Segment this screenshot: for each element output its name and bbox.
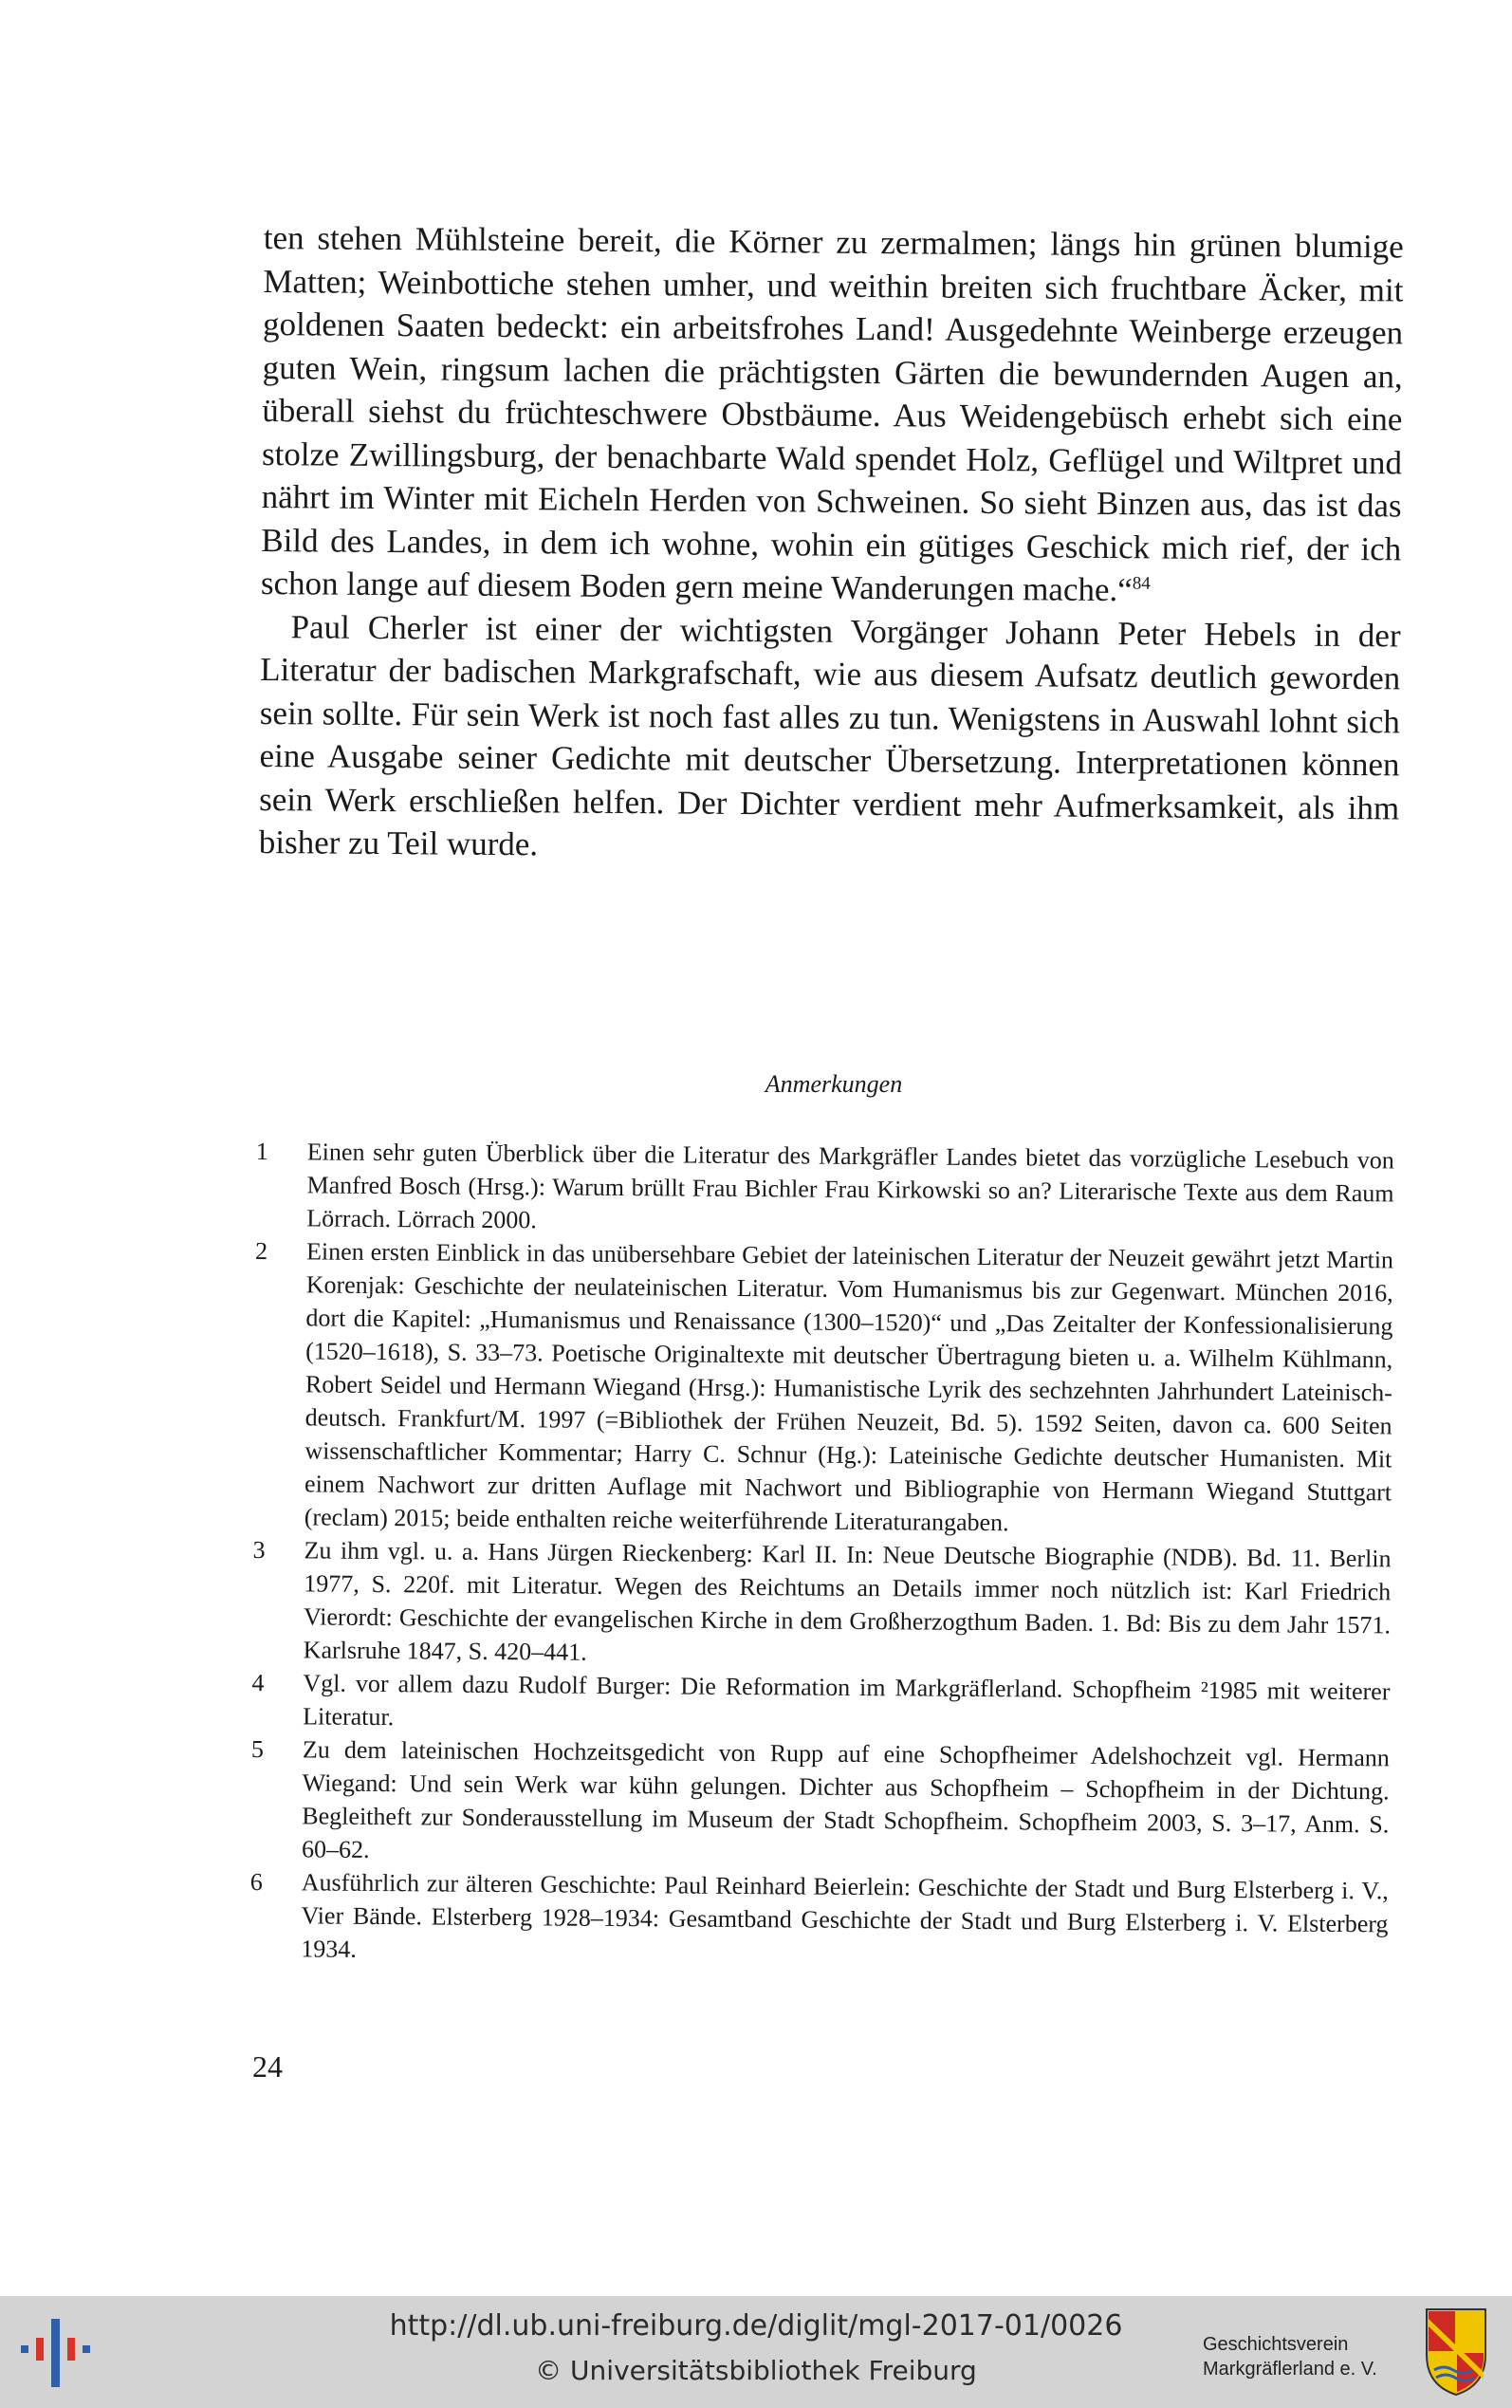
note-text: Zu dem lateinischen Hochzeitsgedicht von Rupp auf eine Schopfheimer Adelshochzeit vgl. Hermann Wiegand: Und sein Werk war kühn gelungen. Dichter aus Schopfheim – Schopfheim in der Dichtung. Begleitheft zur Sonderausstellung im Museum der Stadt Schopfheim. Schopfheim 2003, S. 3–17, Anm. S. 60–62. [301, 1735, 1390, 1863]
note-number: 4 [251, 1668, 265, 1697]
footer-society-name [1203, 2332, 1392, 2381]
footer-bar [0, 2296, 1512, 2408]
note-number: 5 [250, 1734, 265, 1764]
note-1 [255, 1135, 1394, 1243]
note-5 [250, 1732, 1390, 1874]
paragraph-2: Paul Cherler ist einer der wichtigsten Vorgänger Johann Peter Hebels in der Literatur der badischen Markgrafschaft, wie aus diesem Aufsatz deutlich geworden sein sollte. Für sein Werk ist noch fast alles zu tun. Wenigstens in Auswahl lohnt sich eine Ausgabe seiner Gedichte mit deutscher Übersetzung. Interpretationen können sein Werk erschließen helfen. Der Dichter verdient mehr Aufmerksamkeit, als ihm bisher zu Teil wurde. [258, 607, 1401, 863]
society-line-1: Geschichtsverein [1203, 2334, 1349, 2355]
footnote-ref-84[interactable]: 84 [1132, 573, 1151, 594]
note-number: 2 [254, 1236, 268, 1266]
note-4 [251, 1666, 1391, 1741]
note-2 [253, 1234, 1393, 1542]
note-text: Einen sehr guten Überblick über die Literatur des Markgräfler Landes bietet das vorzügliche Lesebuch von Manfred Bosch (Hrsg.): Warum brüllt Frau Bichler Frau Kirkowski so an? Literarische Texte aus dem Raum Lörrach. Lörrach 2000. [306, 1138, 1394, 1234]
footer-url-link[interactable]: http://dl.ub.uni-freiburg.de/diglit/mgl-2017-01/0026 [389, 2309, 1123, 2343]
note-text: Ausführlich zur älteren Geschichte: Paul Reinhard Beierlein: Geschichte der Stadt und Burg Elsterberg i. V., Vier Bände. Elsterberg 1928–1934: Gesamtband Geschichte der Stadt und Burg Elsterberg i. V. Elsterberg 1934. [301, 1868, 1389, 1963]
note-text: Einen ersten Einblick in das unübersehbare Gebiet der lateinischen Literatur der Neuzeit gewährt jetzt Martin Korenjak: Geschichte der neulateinischen Literatur. Vom Humanismus bis zur Gegenwart. München 2016, dort die Kapitel: „Humanismus und Renaissance (1300–1520)“ und „Das Zeitalter der Konfessionalisierung (1520–1618), S. 33–73. Poetische Originaltexte mit deutscher Übertragung bieten u. a. Wilhelm Kühlmann, Robert Seidel und Hermann Wiegand (Hrsg.): Humanistische Lyrik des sechzehnten Jahrhundert Lateinisch-deutsch. Frankfurt/M. 1997 (=Bibliothek der Frühen Neuzeit, Bd. 5). 1592 Seiten, davon ca. 600 Seiten wissenschaftlicher Kommentar; Harry C. Schnur (Hg.): Lateinische Gedichte deutscher Humanisten. Mit einem Nachwort zur dritten Auflage mit Nachwort und Bibliographie von Hermann Wiegand Stuttgart (reclam) 2015; beide enthalten reiche weiterführende Literaturangaben. [304, 1237, 1394, 1537]
coat-of-arms-icon [1423, 2306, 1489, 2397]
page-number: 24 [252, 2049, 283, 2084]
society-line-2: Markgräflerland e. V. [1203, 2359, 1377, 2380]
note-text: Zu ihm vgl. u. a. Hans Jürgen Rieckenberg: Karl II. In: Neue Deutsche Biographie (NDB). Bd. 11. Berlin 1977, S. 220f. mit Literatur. Wegen des Reichtums an Details immer noch nützlich ist: Karl Friedrich Vierordt: Geschichte der evangelischen Kirche in dem Großherzogthum Baden. 1. Bd: Bis zu dem Jahr 1571. Karlsruhe 1847, S. 420–441. [303, 1536, 1392, 1666]
paragraph-1 [261, 216, 1404, 614]
note-3 [252, 1533, 1392, 1675]
main-text [259, 216, 1404, 873]
note-number: 1 [255, 1137, 268, 1166]
notes-heading: Anmerkungen [765, 1070, 903, 1098]
paragraph-1-text: ten stehen Mühlsteine bereit, die Körner zu zermalmen; längs hin grünen blumige Matten; Weinbottiche stehen umher, und weithin breiten sich fruchtbare Äcker, mit goldenen Saaten bedeckt: ein arbeitsfrohes Land! Ausgedehnte Weinberge erzeugen guten Wein, ringsum lachen die prächtigsten Gärten die bewundernden Augen an, überall siehst du früchteschwere Obstbäume. Aus Weidengebüsch erhebt sich eine stolze Zwillingsburg, der benachbarte Wald spendet Holz, Geflügel und Wiltpret und nährt im Winter mit Eicheln Herden von Schweinen. So sieht Binzen aus, das ist das Bild des Landes, in dem ich wohne, wohin ein gütiges Geschick mich rief, der ich schon lange auf diesem Boden gern meine Wanderungen mache.“ [260, 218, 1404, 609]
note-text: Vgl. vor allem dazu Rudolf Burger: Die Reformation im Markgräflerland. Schopfheim ²1985 mit weiterer Literatur. [303, 1669, 1391, 1732]
note-number: 6 [249, 1867, 263, 1897]
footer-copyright: © Universitätsbibliothek Freiburg [535, 2355, 977, 2386]
note-number: 3 [252, 1535, 266, 1565]
note-6 [249, 1865, 1389, 1973]
notes-list [249, 1135, 1394, 1973]
